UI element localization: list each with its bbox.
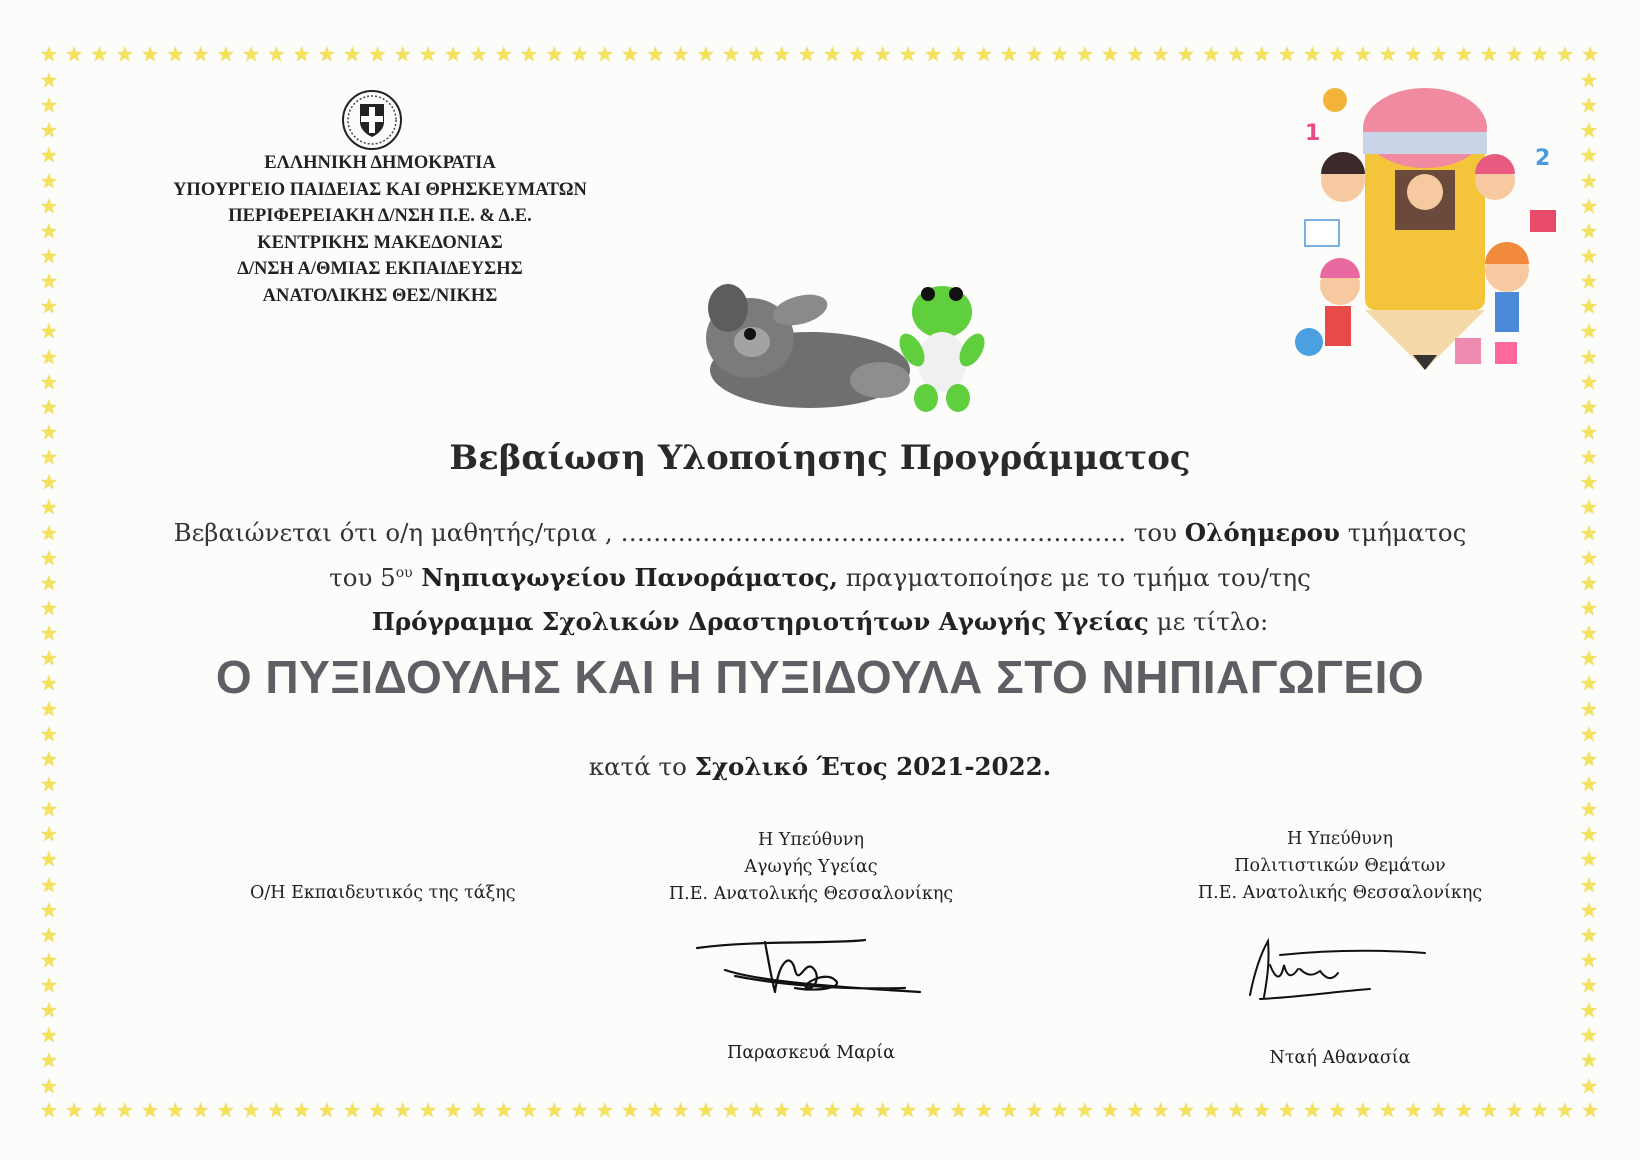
star-icon: ★ (1580, 218, 1598, 243)
star-icon: ★ (317, 42, 336, 66)
handwritten-signature-health (695, 930, 925, 1010)
star-icon: ★ (570, 1098, 589, 1122)
star-icon: ★ (1580, 419, 1598, 444)
star-icon: ★ (1101, 42, 1120, 66)
star-icon: ★ (924, 42, 943, 66)
star-icon: ★ (40, 646, 58, 671)
star-icon: ★ (40, 570, 58, 595)
star-icon: ★ (1227, 42, 1246, 66)
star-icon: ★ (40, 470, 58, 495)
culture-officer-name: Νταή Αθανασία (1269, 1048, 1411, 1068)
star-icon: ★ (1580, 1073, 1598, 1098)
star-icon: ★ (40, 68, 58, 92)
star-icon: ★ (40, 520, 58, 545)
star-icon: ★ (1025, 42, 1044, 66)
star-icon: ★ (949, 1098, 968, 1122)
star-icon: ★ (292, 1098, 311, 1122)
star-icon: ★ (1480, 42, 1499, 66)
star-icon: ★ (747, 42, 766, 66)
star-icon: ★ (1278, 42, 1296, 66)
star-icon: ★ (1505, 1098, 1524, 1122)
star-icon: ★ (40, 93, 58, 118)
star-icon: ★ (621, 1098, 640, 1122)
star-icon: ★ (1404, 42, 1423, 66)
star-icon: ★ (899, 42, 917, 66)
star-icon: ★ (1252, 1098, 1271, 1122)
star-icon: ★ (671, 42, 690, 66)
star-icon: ★ (40, 1098, 58, 1122)
greek-coat-of-arms-icon (340, 88, 404, 152)
star-icon: ★ (1580, 68, 1598, 92)
header-line: ΑΝΑΤΟΛΙΚΗΣ ΘΕΣ/ΝΙΚΗΣ (262, 285, 498, 306)
star-icon: ★ (1580, 570, 1598, 595)
star-icon: ★ (1580, 797, 1598, 822)
star-icon: ★ (1176, 1098, 1195, 1122)
star-icon: ★ (40, 168, 58, 193)
star-icon: ★ (974, 1098, 993, 1122)
star-icon: ★ (1580, 595, 1598, 620)
star-icon: ★ (823, 42, 842, 66)
star-icon: ★ (1176, 42, 1195, 66)
star-icon: ★ (1126, 1098, 1145, 1122)
star-icon: ★ (393, 42, 412, 66)
issuer-header (120, 150, 640, 309)
star-icon: ★ (899, 1098, 917, 1122)
star-icon: ★ (1581, 42, 1600, 66)
header-line: ΚΕΝΤΡΙΚΗΣ ΜΑΚΕΔΟΝΙΑΣ (257, 232, 503, 253)
star-icon: ★ (40, 369, 58, 394)
star-icon: ★ (797, 1098, 816, 1122)
star-icon: ★ (520, 42, 538, 66)
star-icon: ★ (40, 344, 58, 369)
star-icon: ★ (570, 42, 589, 66)
star-icon: ★ (1580, 344, 1598, 369)
signature-line: Πολιτιστικών Θεμάτων (1234, 856, 1446, 876)
body-text: με τίτλο: (1148, 607, 1269, 636)
star-icon: ★ (343, 1098, 362, 1122)
star-icon: ★ (393, 1098, 412, 1122)
star-icon: ★ (1202, 1098, 1221, 1122)
star-icon: ★ (40, 746, 58, 771)
star-icon: ★ (1580, 847, 1598, 872)
star-icon: ★ (40, 847, 58, 872)
star-icon: ★ (1580, 696, 1598, 721)
star-icon: ★ (1303, 42, 1322, 66)
star-icon: ★ (40, 897, 58, 922)
star-icon: ★ (545, 1098, 564, 1122)
signature-line: Η Υπεύθυνη (758, 830, 864, 850)
star-icon: ★ (494, 1098, 513, 1122)
teacher-signature-label: Ο/Η Εκπαιδευτικός της τάξης (250, 883, 516, 903)
star-icon: ★ (1580, 746, 1598, 771)
star-border-top (40, 44, 1600, 64)
star-icon: ★ (1580, 545, 1598, 570)
star-icon: ★ (823, 1098, 842, 1122)
star-icon: ★ (797, 42, 816, 66)
star-icon: ★ (40, 1073, 58, 1098)
star-icon: ★ (848, 42, 867, 66)
star-icon: ★ (40, 721, 58, 746)
star-icon: ★ (40, 193, 58, 218)
star-icon: ★ (1126, 42, 1145, 66)
star-icon: ★ (1328, 1098, 1347, 1122)
health-officer-title (636, 827, 986, 908)
body-line-1 (0, 518, 1640, 547)
star-icon: ★ (671, 1098, 690, 1122)
star-icon: ★ (646, 1098, 665, 1122)
star-icon: ★ (444, 42, 463, 66)
star-icon: ★ (1580, 118, 1598, 143)
star-icon: ★ (1580, 922, 1598, 947)
star-icon: ★ (343, 42, 362, 66)
program-title: Ο ΠΥΞΙΔΟΥΛΗΣ ΚΑΙ Η ΠΥΞΙΔΟΥΛΑ ΣΤΟ ΝΗΠΙΑΓΩΓΕΙΟ (215, 651, 1425, 703)
star-icon: ★ (747, 1098, 766, 1122)
header-line: ΥΠΟΥΡΓΕΙΟ ΠΑΙΔΕΙΑΣ ΚΑΙ ΘΡΗΣΚΕΥΜΑΤΩΝ (173, 179, 587, 200)
star-icon: ★ (1580, 671, 1598, 696)
student-name-blank: …………………………………………………….. (620, 518, 1127, 547)
body-text: πραγματοποίησε με το τμήμα του/της (837, 563, 1311, 592)
star-icon: ★ (1580, 822, 1598, 847)
star-icon: ★ (1580, 1023, 1598, 1048)
star-icon: ★ (1580, 269, 1598, 294)
star-icon: ★ (40, 294, 58, 319)
header-line: ΠΕΡΙΦΕΡΕΙΑΚΗ Δ/ΝΣΗ Π.Ε. & Δ.Ε. (228, 206, 532, 226)
handwritten-signature-culture (1240, 935, 1430, 1005)
star-icon: ★ (1580, 193, 1598, 218)
body-line-3 (0, 607, 1640, 636)
star-icon: ★ (1580, 771, 1598, 796)
star-icon: ★ (1580, 897, 1598, 922)
star-icon: ★ (1151, 42, 1170, 66)
star-icon: ★ (1580, 1048, 1598, 1073)
star-icon: ★ (40, 671, 58, 696)
star-icon: ★ (949, 42, 968, 66)
star-icon: ★ (90, 42, 109, 66)
star-icon: ★ (1580, 319, 1598, 344)
star-icon: ★ (1580, 872, 1598, 897)
body-text: Βεβαιώνεται ότι ο/η μαθητής/τρια , (173, 518, 621, 547)
svg-text:2: 2 (1535, 146, 1551, 171)
star-icon: ★ (1454, 42, 1473, 66)
star-icon: ★ (772, 42, 791, 66)
star-icon: ★ (166, 1098, 185, 1122)
star-icon: ★ (40, 771, 58, 796)
star-icon: ★ (1580, 470, 1598, 495)
body-text: του 5 (329, 563, 396, 592)
star-icon: ★ (40, 445, 58, 470)
star-icon: ★ (848, 1098, 867, 1122)
star-icon: ★ (1530, 42, 1549, 66)
star-icon: ★ (242, 42, 261, 66)
star-icon: ★ (545, 42, 564, 66)
star-icon: ★ (1580, 168, 1598, 193)
star-icon: ★ (469, 42, 488, 66)
star-icon: ★ (418, 42, 437, 66)
body-text: του (1126, 518, 1185, 547)
star-icon: ★ (40, 872, 58, 897)
star-icon: ★ (40, 998, 58, 1023)
star-icon: ★ (1580, 646, 1598, 671)
star-icon: ★ (242, 1098, 261, 1122)
star-icon: ★ (1404, 1098, 1423, 1122)
star-icon: ★ (1278, 1098, 1296, 1122)
star-icon: ★ (40, 922, 58, 947)
star-icon: ★ (696, 1098, 715, 1122)
star-icon: ★ (1227, 1098, 1246, 1122)
star-icon: ★ (40, 621, 58, 646)
star-icon: ★ (1580, 369, 1598, 394)
star-icon: ★ (292, 42, 311, 66)
header-line: Δ/ΝΣΗ Α/ΘΜΙΑΣ ΕΚΠΑΙΔΕΥΣΗΣ (237, 259, 523, 279)
star-icon: ★ (40, 218, 58, 243)
star-icon: ★ (216, 1098, 235, 1122)
header-line: ΕΛΛΗΝΙΚΗ ΔΗΜΟΚΡΑΤΙΑ (264, 153, 496, 173)
star-icon: ★ (40, 419, 58, 444)
star-icon: ★ (520, 1098, 538, 1122)
star-icon: ★ (1025, 1098, 1044, 1122)
star-icon: ★ (722, 1098, 741, 1122)
star-icon: ★ (40, 822, 58, 847)
star-icon: ★ (1151, 1098, 1170, 1122)
star-icon: ★ (696, 42, 715, 66)
school-year: Σχολικό Έτος 2021-2022. (694, 752, 1052, 781)
star-icon: ★ (40, 797, 58, 822)
star-icon: ★ (1454, 1098, 1473, 1122)
star-icon: ★ (1202, 42, 1221, 66)
star-icon: ★ (40, 42, 58, 66)
star-icon: ★ (65, 1098, 84, 1122)
star-icon: ★ (974, 42, 993, 66)
star-icon: ★ (1580, 143, 1598, 168)
ordinal-suffix: ου (395, 564, 413, 581)
star-icon: ★ (40, 545, 58, 570)
star-icon: ★ (621, 42, 640, 66)
star-icon: ★ (1303, 1098, 1322, 1122)
star-icon: ★ (115, 1098, 134, 1122)
star-icon: ★ (40, 269, 58, 294)
body-text: κατά το (588, 752, 695, 781)
star-icon: ★ (772, 1098, 791, 1122)
star-icon: ★ (1075, 42, 1094, 66)
star-icon: ★ (65, 42, 84, 66)
star-icon: ★ (1580, 520, 1598, 545)
culture-officer-title (1170, 826, 1510, 907)
star-icon: ★ (873, 42, 892, 66)
star-icon: ★ (40, 243, 58, 268)
star-icon: ★ (40, 394, 58, 419)
star-icon: ★ (1379, 1098, 1398, 1122)
star-icon: ★ (1580, 721, 1598, 746)
signature-line: Π.Ε. Ανατολικής Θεσσαλονίκης (1197, 883, 1483, 903)
star-icon: ★ (40, 319, 58, 344)
signature-line: Π.Ε. Ανατολικής Θεσσαλονίκης (668, 884, 954, 904)
school-name: Νηπιαγωγείου Πανοράματος, (412, 563, 838, 592)
star-icon: ★ (40, 595, 58, 620)
body-bold-text: Ολόημερου (1184, 518, 1340, 547)
star-icon: ★ (1075, 1098, 1094, 1122)
star-icon: ★ (1581, 1098, 1600, 1122)
star-icon: ★ (1353, 1098, 1372, 1122)
star-icon: ★ (494, 42, 513, 66)
signature-line: Η Υπεύθυνη (1287, 829, 1393, 849)
star-icon: ★ (40, 1023, 58, 1048)
star-icon: ★ (1353, 42, 1372, 66)
star-border-bottom (40, 1100, 1600, 1120)
star-icon: ★ (469, 1098, 488, 1122)
star-icon: ★ (1555, 42, 1574, 66)
star-icon: ★ (1580, 445, 1598, 470)
star-icon: ★ (646, 42, 665, 66)
plush-toys-image (680, 270, 1010, 420)
health-officer-name: Παρασκευά Μαρία (727, 1043, 895, 1063)
star-icon: ★ (1252, 42, 1271, 66)
star-icon: ★ (1580, 621, 1598, 646)
star-icon: ★ (90, 1098, 109, 1122)
body-text: τμήματος (1339, 518, 1467, 547)
star-icon: ★ (1580, 243, 1598, 268)
certificate-title: Βεβαίωση Υλοποίησης Προγράμματος (449, 438, 1191, 478)
star-icon: ★ (368, 1098, 387, 1122)
star-icon: ★ (40, 495, 58, 520)
body-line-2 (0, 563, 1640, 595)
star-icon: ★ (40, 696, 58, 721)
star-icon: ★ (1429, 1098, 1448, 1122)
star-icon: ★ (1000, 1098, 1019, 1122)
star-icon: ★ (40, 118, 58, 143)
star-icon: ★ (40, 143, 58, 168)
star-icon: ★ (1580, 294, 1598, 319)
star-icon: ★ (191, 42, 210, 66)
star-icon: ★ (1328, 42, 1347, 66)
star-icon: ★ (1580, 93, 1598, 118)
star-icon: ★ (924, 1098, 943, 1122)
star-icon: ★ (267, 42, 286, 66)
star-icon: ★ (216, 42, 235, 66)
program-type: Πρόγραμμα Σχολικών Δραστηριοτήτων Αγωγής Υγείας (371, 607, 1149, 636)
star-icon: ★ (141, 1098, 159, 1122)
star-icon: ★ (722, 42, 741, 66)
star-icon: ★ (1480, 1098, 1499, 1122)
star-icon: ★ (1580, 495, 1598, 520)
star-icon: ★ (1530, 1098, 1549, 1122)
star-icon: ★ (418, 1098, 437, 1122)
star-icon: ★ (595, 1098, 614, 1122)
star-icon: ★ (40, 1048, 58, 1073)
star-icon: ★ (166, 42, 185, 66)
star-icon: ★ (317, 1098, 336, 1122)
star-icon: ★ (1429, 42, 1448, 66)
star-icon: ★ (1101, 1098, 1120, 1122)
star-icon: ★ (1555, 1098, 1574, 1122)
star-icon: ★ (1580, 947, 1598, 972)
star-icon: ★ (267, 1098, 286, 1122)
star-icon: ★ (115, 42, 134, 66)
star-icon: ★ (1580, 998, 1598, 1023)
star-icon: ★ (873, 1098, 892, 1122)
star-icon: ★ (444, 1098, 463, 1122)
star-icon: ★ (1580, 973, 1598, 998)
star-icon: ★ (368, 42, 387, 66)
star-icon: ★ (1050, 1098, 1069, 1122)
star-icon: ★ (1580, 394, 1598, 419)
children-pencil-illustration (1295, 70, 1575, 390)
star-icon: ★ (1505, 42, 1524, 66)
star-icon: ★ (1050, 42, 1069, 66)
star-icon: ★ (141, 42, 159, 66)
star-icon: ★ (40, 947, 58, 972)
star-icon: ★ (1379, 42, 1398, 66)
body-line-4 (0, 752, 1640, 781)
star-icon: ★ (595, 42, 614, 66)
star-icon: ★ (1000, 42, 1019, 66)
svg-text:1: 1 (1305, 121, 1321, 146)
star-icon: ★ (191, 1098, 210, 1122)
signature-line: Αγωγής Υγείας (744, 857, 878, 877)
star-icon: ★ (40, 973, 58, 998)
